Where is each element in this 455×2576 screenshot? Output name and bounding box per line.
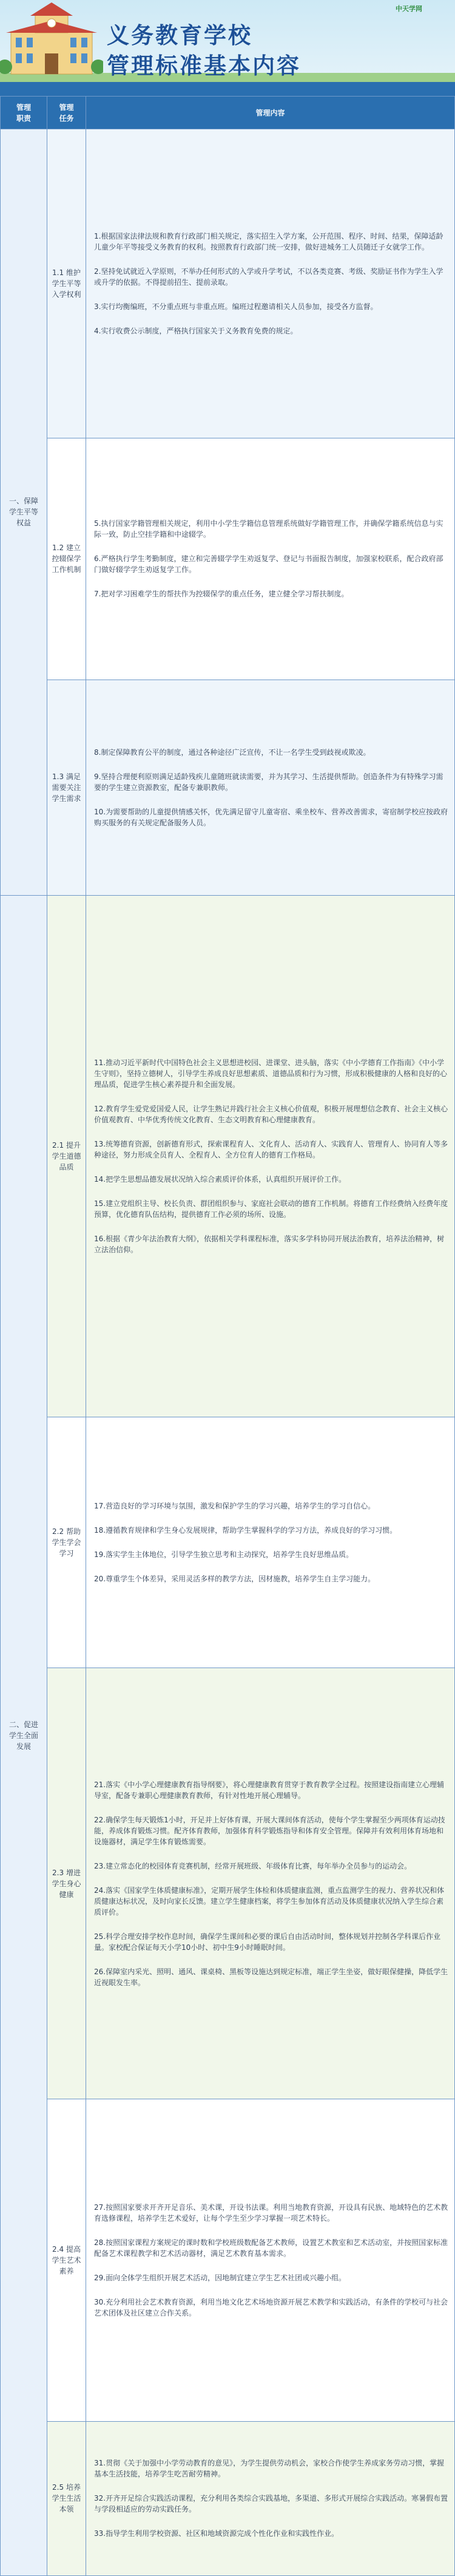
content-cell bbox=[86, 680, 455, 895]
banner-strip bbox=[0, 82, 455, 96]
content-cell bbox=[86, 2421, 455, 2575]
content-item: 8.制定保障教育公平的制度，通过各种途径广泛宣传，不让一名学生受到歧视或欺凌。 bbox=[94, 748, 371, 757]
content-item: 15.建立党组织主导、校长负责、群团组织参与、家庭社会联动的德育工作机制。将德育工作经费纳入经费年度预算，优化德育队伍结构，提供德育工作必须的场所、设施。 bbox=[94, 1199, 448, 1219]
table-header-row bbox=[1, 97, 455, 129]
content-cell bbox=[86, 129, 455, 438]
banner-title-line1: 义务教育学校 bbox=[107, 22, 252, 49]
content-item: 33.指导学生利用学校资源、社区和地域资源完成个性化作业和实践性作业。 bbox=[94, 2529, 339, 2538]
content-item: 9.坚持合理便利原则满足适龄残疾儿童随班就读需要，并为其学习、生活提供帮助。创造条件为有特殊学习需要的学生建立资源教室，配备专兼职教师。 bbox=[94, 772, 443, 792]
content-item: 23.建立常态化的校园体育竞赛机制，经常开展班级、年级体育比赛，每年举办全员参与的运动会。 bbox=[94, 1861, 412, 1870]
duty-cell: 一、保障 学生平等 权益 bbox=[1, 129, 47, 896]
content-item: 26.保障室内采光、照明、通风、课桌椅、黑板等设施达到规定标准，端正学生坐姿，做好眼保健操，降低学生近视眼发生率。 bbox=[94, 1967, 448, 1987]
task-cell: 1.1 维护 学生平等 入学权利 bbox=[47, 129, 86, 438]
content-cell bbox=[86, 438, 455, 680]
content-item: 10.为需要帮助的儿童提供情感关怀，优先满足留守儿童寄宿、乘坐校车、营养改善需求，寄宿制学校应按政府购买服务的有关规定配备服务人员。 bbox=[94, 807, 448, 827]
task-cell: 1.2 建立 控辍保学 工作机制 bbox=[47, 438, 86, 680]
content-item: 16.根据《青少年法治教育大纲》，依据相关学科课程标准，落实多学科协同开展法治教育，培养法治精神，树立法治信仰。 bbox=[94, 1234, 445, 1254]
content-item: 12.教育学生爱党爱国爱人民，让学生熟记并践行社会主义核心价值观，积极开展理想信念教育、社会主义核心价值观教育、中华优秀传统文化教育、生态文明教育和心理健康教育。 bbox=[94, 1104, 448, 1124]
content-item: 7.把对学习困难学生的帮扶作为控辍保学的重点任务，建立健全学习帮扶制度。 bbox=[94, 590, 349, 599]
task-cell: 2.1 提升 学生道德 品质 bbox=[47, 895, 86, 1417]
content-item: 31.贯彻《关于加强中小学劳动教育的意见》，为学生提供劳动机会，家校合作使学生养成家务劳动习惯，掌握基本生活技能，培养学生吃苦耐劳精神。 bbox=[94, 2459, 445, 2479]
table-body bbox=[1, 129, 455, 2576]
table-row bbox=[1, 129, 455, 438]
header-task: 管理 任务 bbox=[47, 97, 86, 129]
table-row bbox=[1, 680, 455, 895]
content-item: 11.推动习近平新时代中国特色社会主义思想进校园、进课堂、进头脑，落实《中小学德育工作指南》《中小学生守则》，坚持立德树人，引导学生养成良好思想素质、道德品质和行为习惯，形成积极健康的人格和良好的心理品质，促进学生核心素养提升和全面发展。 bbox=[94, 1058, 448, 1089]
table-row bbox=[1, 1668, 455, 2099]
content-cell bbox=[86, 895, 455, 1417]
site-logo: 中天学网 bbox=[396, 5, 422, 13]
banner-title-line2: 管理标准基本内容 bbox=[107, 53, 301, 79]
content-cell bbox=[86, 1417, 455, 1668]
table-row bbox=[1, 1417, 455, 1668]
content-item: 25.科学合理安排学校作息时间，确保学生课间和必要的课后自由活动时间，整体规划并控制各学科课后作业量。家校配合保证每天小学10小时、初中生9小时睡眠时间。 bbox=[94, 1932, 441, 1952]
content-item: 4.实行收费公示制度，严格执行国家关于义务教育免费的规定。 bbox=[94, 326, 298, 335]
content-item: 29.面向全体学生组织开展艺术活动，因地制宜建立学生艺术社团或兴趣小组。 bbox=[94, 2273, 346, 2282]
table-row bbox=[1, 2099, 455, 2421]
content-item: 19.落实学生主体地位，引导学生独立思考和主动探究，培养学生良好思维品质。 bbox=[94, 1550, 354, 1559]
content-item: 3.实行均衡编班，不分重点班与非重点班。编班过程邀请相关人员参加，接受各方监督。 bbox=[94, 302, 378, 311]
task-cell: 2.3 增进 学生身心 健康 bbox=[47, 1668, 86, 2099]
content-item: 2.坚持免试就近入学原则，不举办任何形式的入学或升学考试，不以各类竞赛、考级、奖励证书作为学生入学或升学的依据。不得提前招生、提前录取。 bbox=[94, 267, 443, 287]
task-cell: 1.3 满足 需要关注 学生需求 bbox=[47, 680, 86, 895]
table-row bbox=[1, 2421, 455, 2575]
duty-cell: 二、促进 学生全面 发展 bbox=[1, 895, 47, 2575]
task-cell: 2.5 培养 学生生活 本领 bbox=[47, 2421, 86, 2575]
content-item: 6.严格执行学生考勤制度，建立和完善辍学学生劝返复学、登记与书面报告制度，加强家校联系，配合政府部门做好辍学学生劝返复学工作。 bbox=[94, 554, 443, 574]
content-item: 13.统筹德育资源，创新德育形式，探索课程育人、文化育人、活动育人、实践育人、管理育人、协同育人等多种途径，努力形成全员育人、全程育人、全方位育人的德育工作格局。 bbox=[94, 1139, 448, 1159]
school-building-illustration bbox=[0, 0, 103, 83]
content-item: 21.落实《中小学心理健康教育指导纲要》，将心理健康教育贯穿于教育教学全过程。按照建设指南建立心理辅导室，配备专兼职心理健康教育教师，有针对性地开展心理辅导。 bbox=[94, 1780, 445, 1800]
content-item: 32.开齐开足综合实践活动课程，充分利用各类综合实践基地，多渠道、多形式开展综合实践活动。寒暑假布置与学段相适应的劳动实践任务。 bbox=[94, 2494, 448, 2514]
table-row bbox=[1, 438, 455, 680]
content-item: 18.遵循教育规律和学生身心发展规律，帮助学生掌握科学的学习方法，养成良好的学习习惯。 bbox=[94, 1525, 397, 1535]
content-item: 22.确保学生每天锻炼1小时，开足并上好体育课，开展大课间体育活动，使每个学生掌握至少两项体育运动技能，养成体育锻炼习惯。配齐体育教师，加强体育科学锻炼指导和体育安全管理。保障并有效利用体育场地和设施器材，满足学生体育锻炼需要。 bbox=[94, 1815, 445, 1846]
content-item: 27.按照国家要求开齐开足音乐、美术课，开设书法课。利用当地教育资源，开设具有民族、地域特色的艺术教育选修课程，培养学生艺术爱好，让每个学生至少学习掌握一项艺术特长。 bbox=[94, 2203, 448, 2223]
content-cell bbox=[86, 1668, 455, 2099]
header-banner bbox=[0, 0, 455, 96]
content-item: 17.营造良好的学习环境与氛围，激发和保护学生的学习兴趣，培养学生的学习自信心。 bbox=[94, 1501, 376, 1510]
content-item: 24.落实《国家学生体质健康标准》，定期开展学生体检和体质健康监测，重点监测学生的视力、营养状况和体质健康达标状况，及时向家长反馈。建立学生健康档案，将学生参加体育活动及体质健康状况纳入学生综合素质评价。 bbox=[94, 1886, 445, 1917]
content-item: 5.执行国家学籍管理相关规定，利用中小学生学籍信息管理系统做好学籍管理工作，并确保学籍系统信息与实际一致，防止空挂学籍和中途辍学。 bbox=[94, 519, 443, 539]
header-content: 管理内容 bbox=[86, 97, 455, 129]
content-item: 14.把学生思想品德发展状况纳入综合素质评价体系，认真组织开展评价工作。 bbox=[94, 1174, 346, 1184]
header-duty: 管理 职责 bbox=[1, 97, 47, 129]
content-item: 30.充分利用社会艺术教育资源，利用当地文化艺术场地资源开展艺术教学和实践活动，有条件的学校可与社会艺术团体及社区建立合作关系。 bbox=[94, 2297, 448, 2317]
content-item: 1.根据国家法律法规和教育行政部门相关规定，落实招生入学方案，公开范围、程序、时间、结果，保障适龄儿童少年平等接受义务教育的权利。按照教育行政部门统一安排，做好进城务工人员随迁子女就学工作。 bbox=[94, 231, 443, 251]
table-row bbox=[1, 895, 455, 1417]
content-item: 20.尊重学生个体差异，采用灵活多样的教学方法，因材施教，培养学生自主学习能力。 bbox=[94, 1574, 376, 1583]
task-cell: 2.2 帮助 学生学会 学习 bbox=[47, 1417, 86, 1668]
management-table bbox=[0, 96, 455, 2576]
content-cell bbox=[86, 2099, 455, 2421]
content-item: 28.按照国家课程方案规定的课时数和学校班级数配备艺术教师，设置艺术教室和艺术活动室，并按照国家标准配备艺术课程教学和艺术活动器材，满足艺术教育基本需求。 bbox=[94, 2238, 448, 2258]
task-cell: 2.4 提高 学生艺术 素养 bbox=[47, 2099, 86, 2421]
